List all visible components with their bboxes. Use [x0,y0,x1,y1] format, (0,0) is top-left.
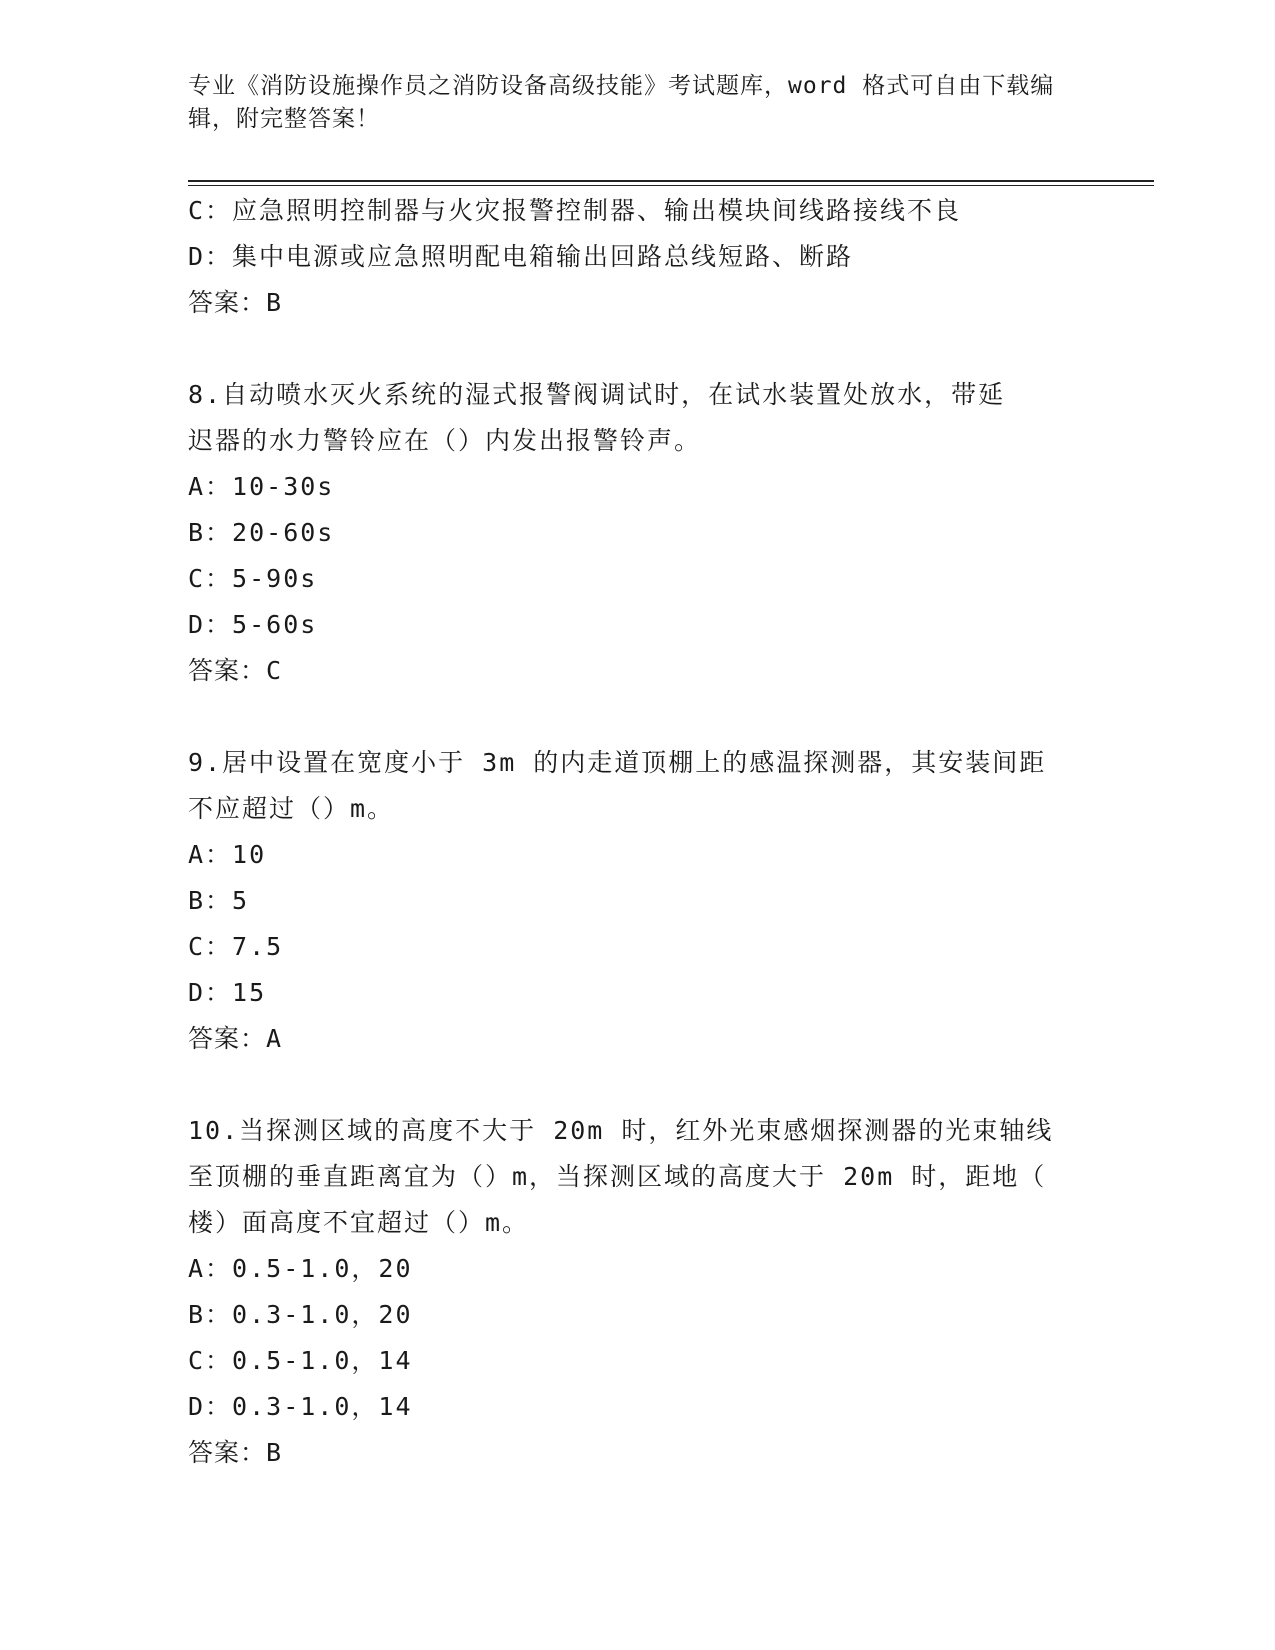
header-divider-thin [188,185,1154,186]
option-d: D：集中电源或应急照明配电箱输出回路总线短路、断路 [188,242,854,271]
spacer [188,326,1088,372]
question-10 [188,1108,1088,1476]
question-list [188,188,1088,1476]
header-divider-thick [188,180,1154,182]
document-header [188,70,1068,136]
spacer [188,694,1088,740]
question-stem: 8.自动喷水灭火系统的湿式报警阀调试时，在试水装置处放水，带延 [188,380,1006,409]
option-b: B：20-60s [188,518,335,547]
question-stem: 10.当探测区域的高度不大于 20m 时，红外光束感烟探测器的光束轴线 [188,1116,1054,1145]
header-line-1: 专业《消防设施操作员之消防设备高级技能》考试题库，word 格式可自由下载编 [188,73,1055,99]
question-7-carryover [188,188,1088,326]
question-8 [188,372,1088,694]
question-9 [188,740,1088,1062]
option-a: A：0.5-1.0，20 [188,1254,413,1283]
option-c: C：应急照明控制器与火灾报警控制器、输出模块间线路接线不良 [188,196,962,225]
option-b: B：0.3-1.0，20 [188,1300,413,1329]
question-stem: 楼）面高度不宜超过（）m。 [188,1208,530,1237]
answer-label: 答案：A [188,1024,283,1053]
option-d: D：15 [188,978,267,1007]
option-c: C：5-90s [188,564,318,593]
question-stem: 至顶棚的垂直距离宜为（）m，当探测区域的高度大于 20m 时，距地（ [188,1162,1047,1191]
question-stem: 迟器的水力警铃应在（）内发出报警铃声。 [188,426,702,455]
option-c: C：0.5-1.0，14 [188,1346,413,1375]
option-d: D：0.3-1.0，14 [188,1392,413,1421]
question-stem: 不应超过（）m。 [188,794,395,823]
option-c: C：7.5 [188,932,284,961]
option-b: B：5 [188,886,250,915]
option-a: A：10 [188,840,267,869]
answer-label: 答案：B [188,1438,283,1467]
question-stem: 9.居中设置在宽度小于 3m 的内走道顶棚上的感温探测器，其安装间距 [188,748,1047,777]
header-line-2: 辑，附完整答案！ [188,106,380,132]
option-d: D：5-60s [188,610,318,639]
spacer [188,1062,1088,1108]
answer-label: 答案：C [188,656,283,685]
option-a: A：10-30s [188,472,335,501]
answer-label: 答案：B [188,288,283,317]
